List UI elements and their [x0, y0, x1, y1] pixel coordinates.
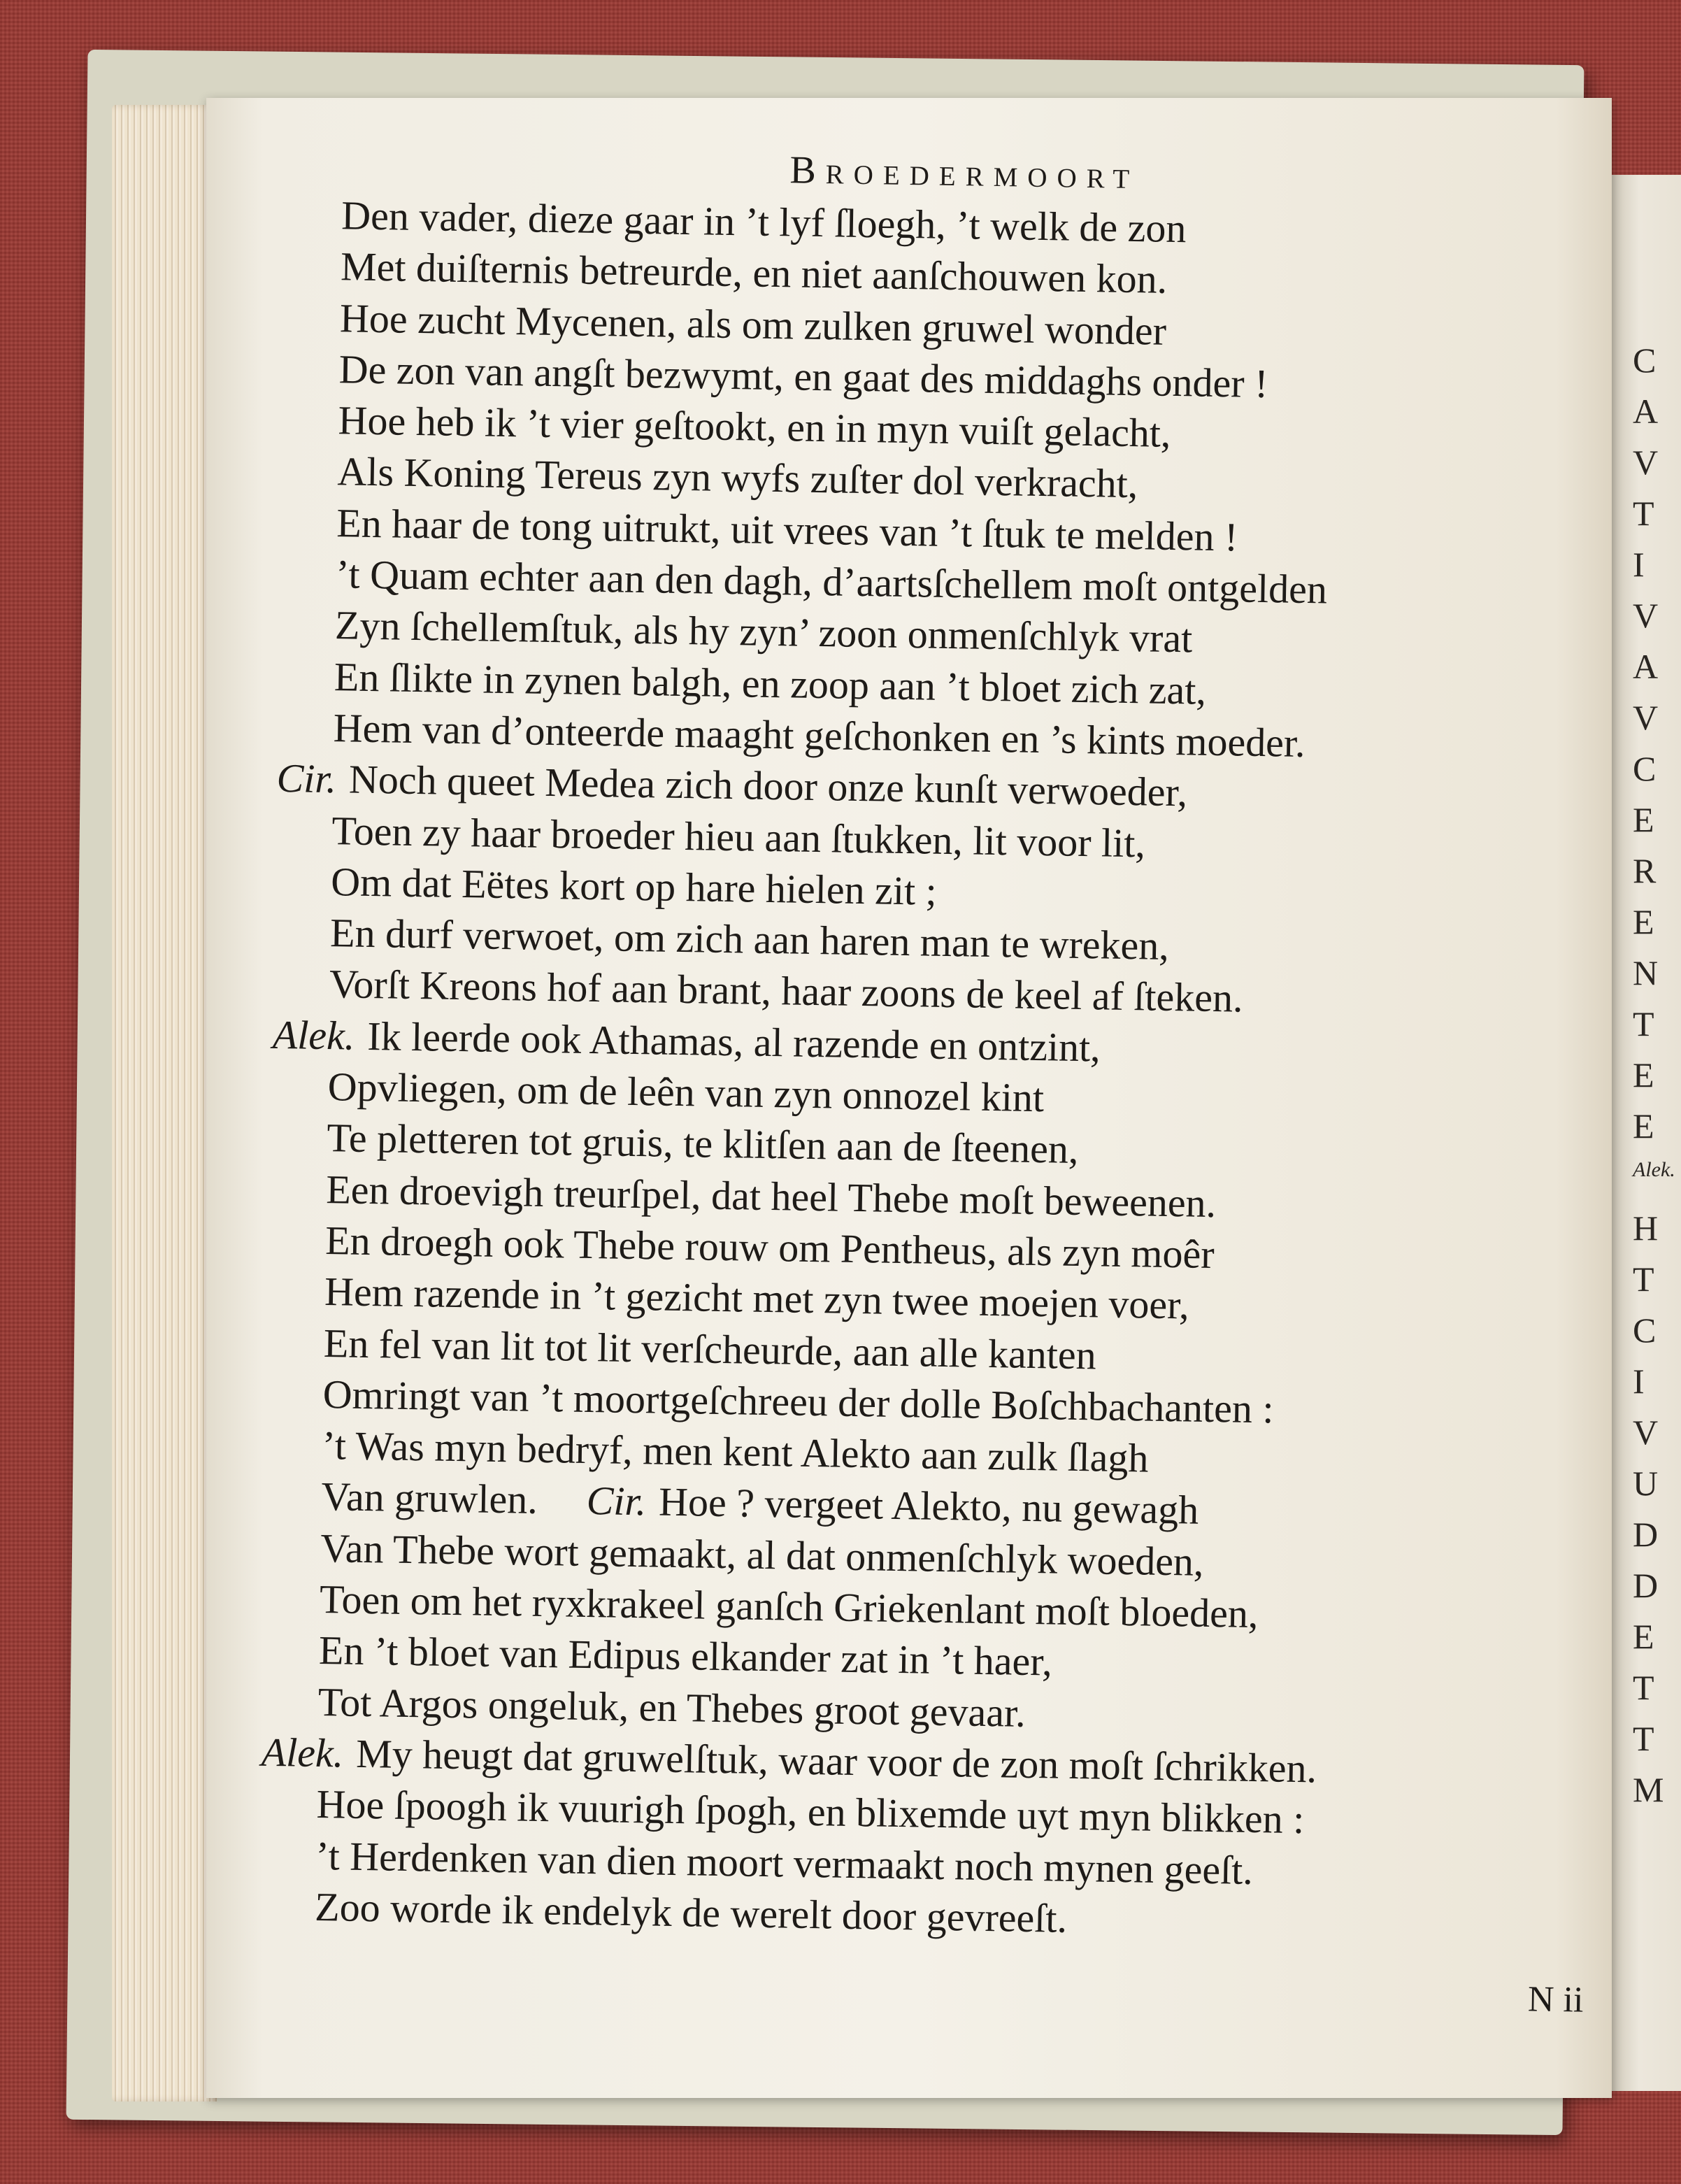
facing-page-initial: T	[1633, 1668, 1654, 1707]
verse-text: ’t Quam echter aan den dagh, d’aartsſchellem moſt ontgelden	[335, 551, 1328, 613]
verse-text: Van gruwlen.	[321, 1473, 538, 1523]
page-edges	[112, 105, 217, 2101]
verse-text: De zon van angſt bezwymt, en gaat des middaghs onder !	[338, 346, 1268, 406]
verse-text: My heugt dat gruwelſtuk, waar voor de zon moſt ſchrikken.	[355, 1730, 1317, 1792]
verse-text: En fel van lit tot lit verſcheurde, aan alle kanten	[323, 1320, 1097, 1378]
facing-page-initial: V	[1633, 596, 1659, 635]
verse-text: Hoe zucht Mycenen, als om zulken gruwel wonder	[339, 294, 1167, 354]
verse-text: En droegh ook Thebe rouw om Pentheus, als zyn moêr	[324, 1218, 1215, 1277]
verse-text: Vorſt Kreons hof aan brant, haar zoons de keel af ſteken.	[329, 961, 1244, 1022]
verse-text: Hem razende in ’t gezicht met zyn twee moejen voer,	[324, 1269, 1190, 1328]
verse-text: ’t Was myn bedryf, men kent Alekto aan zulk ſlagh	[322, 1422, 1149, 1481]
facing-page-initial: E	[1633, 1055, 1654, 1094]
facing-page-initial: C	[1633, 341, 1657, 380]
facing-page-initial: I	[1633, 545, 1645, 584]
facing-page-initial: E	[1633, 800, 1654, 839]
facing-page-initial: T	[1633, 494, 1654, 533]
facing-page-initial: T	[1633, 1004, 1654, 1043]
facing-page-initial: I	[1633, 1362, 1645, 1401]
verse-text: Als Koning Tereus zyn wyfs zuſter dol verkracht,	[337, 448, 1138, 507]
verse-text: En haar de tong uitrukt, uit vrees van ’t ſtuk te melden !	[336, 499, 1238, 560]
speaker-label: Alek.	[261, 1729, 344, 1776]
facing-page-initial: D	[1633, 1515, 1659, 1554]
facing-page-initial: M	[1633, 1770, 1664, 1809]
facing-page-initial: A	[1633, 647, 1659, 686]
verse-text: Omringt van ’t moortgeſchreeu der dolle Boſchbachanten :	[322, 1371, 1275, 1432]
verse-text: Hem van d’onteerde maaght geſchonken en ’s kints moeder.	[333, 705, 1306, 766]
facing-page-initial: V	[1633, 1413, 1659, 1452]
verse-text: Van Thebe wort gemaakt, al dat onmenſchlyk woeden,	[320, 1525, 1205, 1585]
facing-page-initial: E	[1633, 1106, 1654, 1145]
verse-text: Toen zy haar broeder hieu aan ſtukken, lit voor lit,	[331, 807, 1146, 866]
facing-page-initial: C	[1633, 1311, 1657, 1350]
verse-text: Hoe ſpoogh ik vuurigh ſpogh, en blixemde uyt myn blikken :	[316, 1781, 1305, 1843]
verse-text: ’t Herdenken van dien moort vermaakt noch mynen geeſt.	[315, 1832, 1254, 1893]
facing-page-initial: T	[1633, 1719, 1654, 1758]
facing-page-initial: E	[1633, 902, 1654, 941]
facing-page-initials	[1633, 341, 1675, 1823]
speaker-label: Cir.	[586, 1478, 647, 1525]
speaker-label: Alek.	[272, 1011, 355, 1059]
verse-text: Noch queet Medea zich door onze kunſt verwoeder,	[348, 756, 1188, 815]
verse-text: Met duiſternis betreurde, en niet aanſchouwen kon.	[340, 243, 1168, 303]
facing-page-initial: U	[1633, 1464, 1659, 1503]
verse-text: En ’t bloet van Edipus elkander zat in ’t haer,	[318, 1627, 1053, 1685]
facing-page-initial: A	[1633, 392, 1659, 431]
verse-text: Zyn ſchellemſtuk, als hy zyn’ zoon onmenſchlyk vrat	[334, 602, 1193, 662]
facing-page-initial: Alek.	[1633, 1158, 1675, 1181]
facing-page-initial: E	[1633, 1617, 1654, 1656]
running-head: Broedermoort	[789, 148, 1140, 198]
verse-text: Den vader, dieze gaar in ’t lyf ſloegh, ’t welk de zon	[341, 192, 1187, 252]
facing-page-initial: V	[1633, 698, 1659, 737]
verse-text: Een droevigh treurſpel, dat heel Thebe moſt beweenen.	[325, 1166, 1217, 1226]
facing-page-initial: R	[1633, 851, 1657, 890]
verse-text: En durf verwoet, om zich aan haren man te wreken,	[329, 910, 1170, 969]
verse-text: Ik leerde ook Athamas, al razende en ontzint,	[366, 1013, 1101, 1071]
verse-text: Hoe heb ik ’t vier geſtookt, en in myn vuiſt gelacht,	[338, 397, 1171, 457]
facing-page-initial: N	[1633, 953, 1659, 992]
verse-text: Te pletteren tot gruis, te klitſen aan de ſteenen,	[327, 1115, 1079, 1173]
facing-page-initial: H	[1633, 1208, 1659, 1248]
verse-text: Toen om het ryxkrakeel ganſch Griekenlant moſt bloeden,	[319, 1576, 1259, 1637]
facing-page-initial: D	[1633, 1566, 1659, 1605]
page-text	[259, 140, 1601, 1952]
facing-page-initial: T	[1633, 1259, 1654, 1299]
facing-page-initial: C	[1633, 749, 1657, 788]
verse-text: En ſlikte in zynen balgh, en zoop aan ’t bloet zich zat,	[334, 653, 1207, 713]
verse-lines	[259, 189, 1601, 1952]
verse-text: Hoe ? vergeet Alekto, nu gewagh	[658, 1479, 1199, 1534]
verse-text: Tot Argos ongeluk, en Thebes groot gevaar.	[317, 1678, 1027, 1736]
verse-text: Opvliegen, om de leên van zyn onnozel kint	[327, 1064, 1045, 1121]
verse-text: Om dat Eëtes kort op hare hielen zit ;	[330, 858, 938, 914]
signature-mark: N ii	[1527, 1979, 1584, 2020]
speaker-label: Cir.	[276, 755, 337, 802]
facing-page-initial: V	[1633, 443, 1659, 482]
verse-text: Zoo worde ik endelyk de werelt door gevreeſt.	[314, 1883, 1068, 1941]
